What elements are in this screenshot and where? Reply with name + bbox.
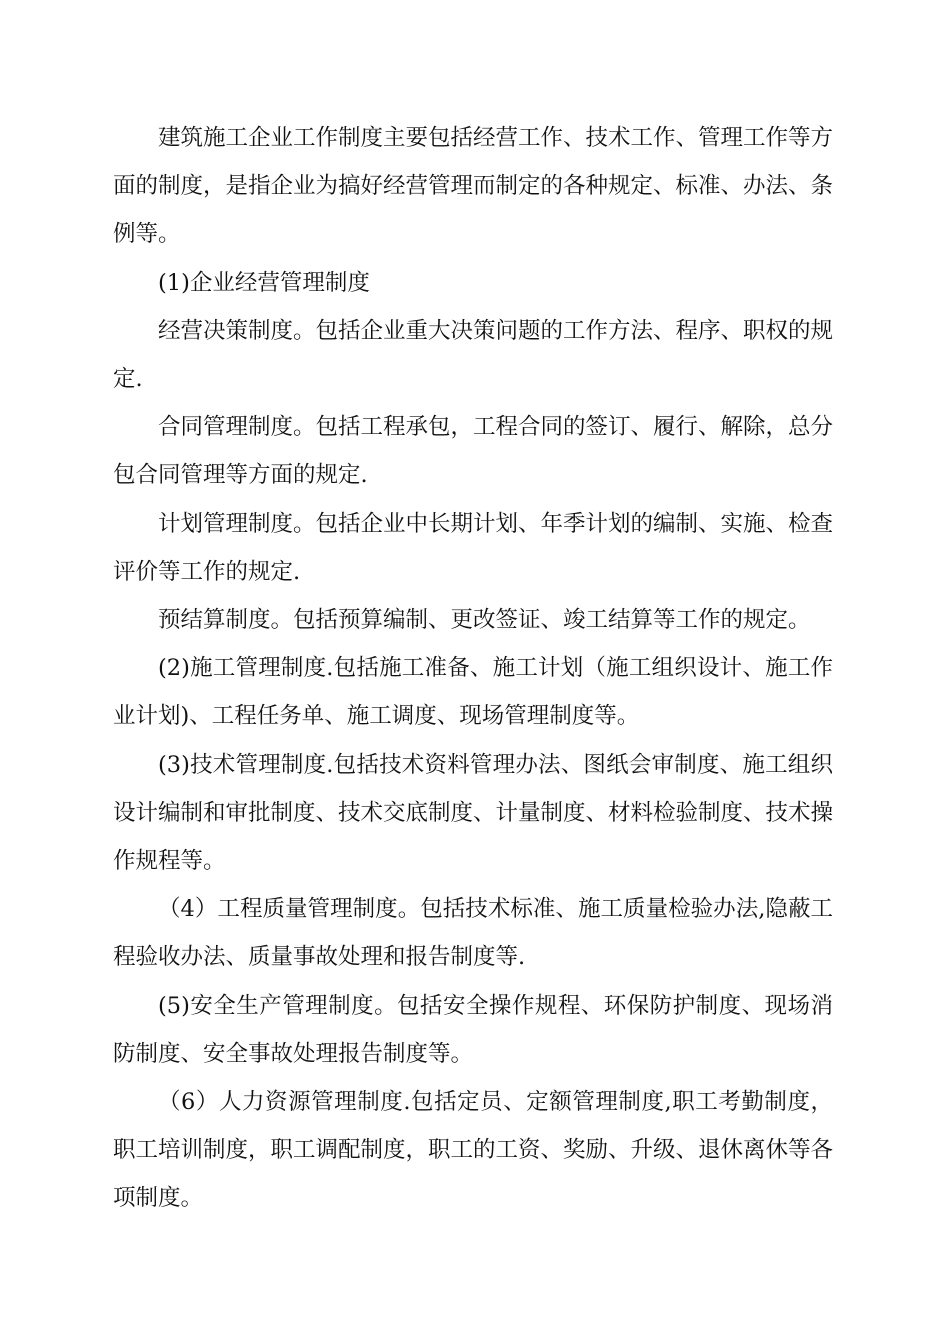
paragraph-budget-settlement: 预结算制度。包括预算编制、更改签证、竣工结算等工作的规定。 xyxy=(158,607,811,634)
heading-business-management: (1)企业经营管理制度 xyxy=(158,269,370,296)
paragraph-plan-management: 计划管理制度。包括企业中长期计划、年季计划的编制、实施、检查评价等工作的规定. xyxy=(113,510,834,585)
paragraph-human-resources: （6）人力资源管理制度.包括定员、定额管理制度,职工考勤制度，职工培训制度，职工调配制度，职工的工资、奖励、升级、退休离休等各项制度。 xyxy=(113,1089,834,1212)
document-body xyxy=(113,114,833,1223)
paragraph-technical-management: (3)技术管理制度.包括技术资料管理办法、图纸会审制度、施工组织设计编制和审批制度、技术交底制度、计量制度、材料检验制度、技术操作规程等。 xyxy=(113,751,834,875)
paragraph-quality-management: （4）工程质量管理制度。包括技术标准、施工质量检验办法,隐蔽工程验收办法、质量事故处理和报告制度等. xyxy=(113,896,833,971)
paragraph-decision-system: 经营决策制度。包括企业重大决策问题的工作方法、程序、职权的规定. xyxy=(113,317,834,393)
paragraph-construction-management: (2)施工管理制度.包括施工准备、施工计划（施工组织设计、施工作业计划)、工程任务单、施工调度、现场管理制度等。 xyxy=(113,655,833,730)
paragraph-intro: 建筑施工企业工作制度主要包括经营工作、技术工作、管理工作等方面的制度，是指企业为搞好经营管理而制定的各种规定、标准、办法、条例等。 xyxy=(113,125,834,248)
paragraph-contract-management: 合同管理制度。包括工程承包，工程合同的签订、履行、解除，总分包合同管理等方面的规定. xyxy=(113,414,834,489)
paragraph-safety-management: (5)安全生产管理制度。包括安全操作规程、环保防护制度、现场消防制度、安全事故处理报告制度等。 xyxy=(113,992,833,1067)
